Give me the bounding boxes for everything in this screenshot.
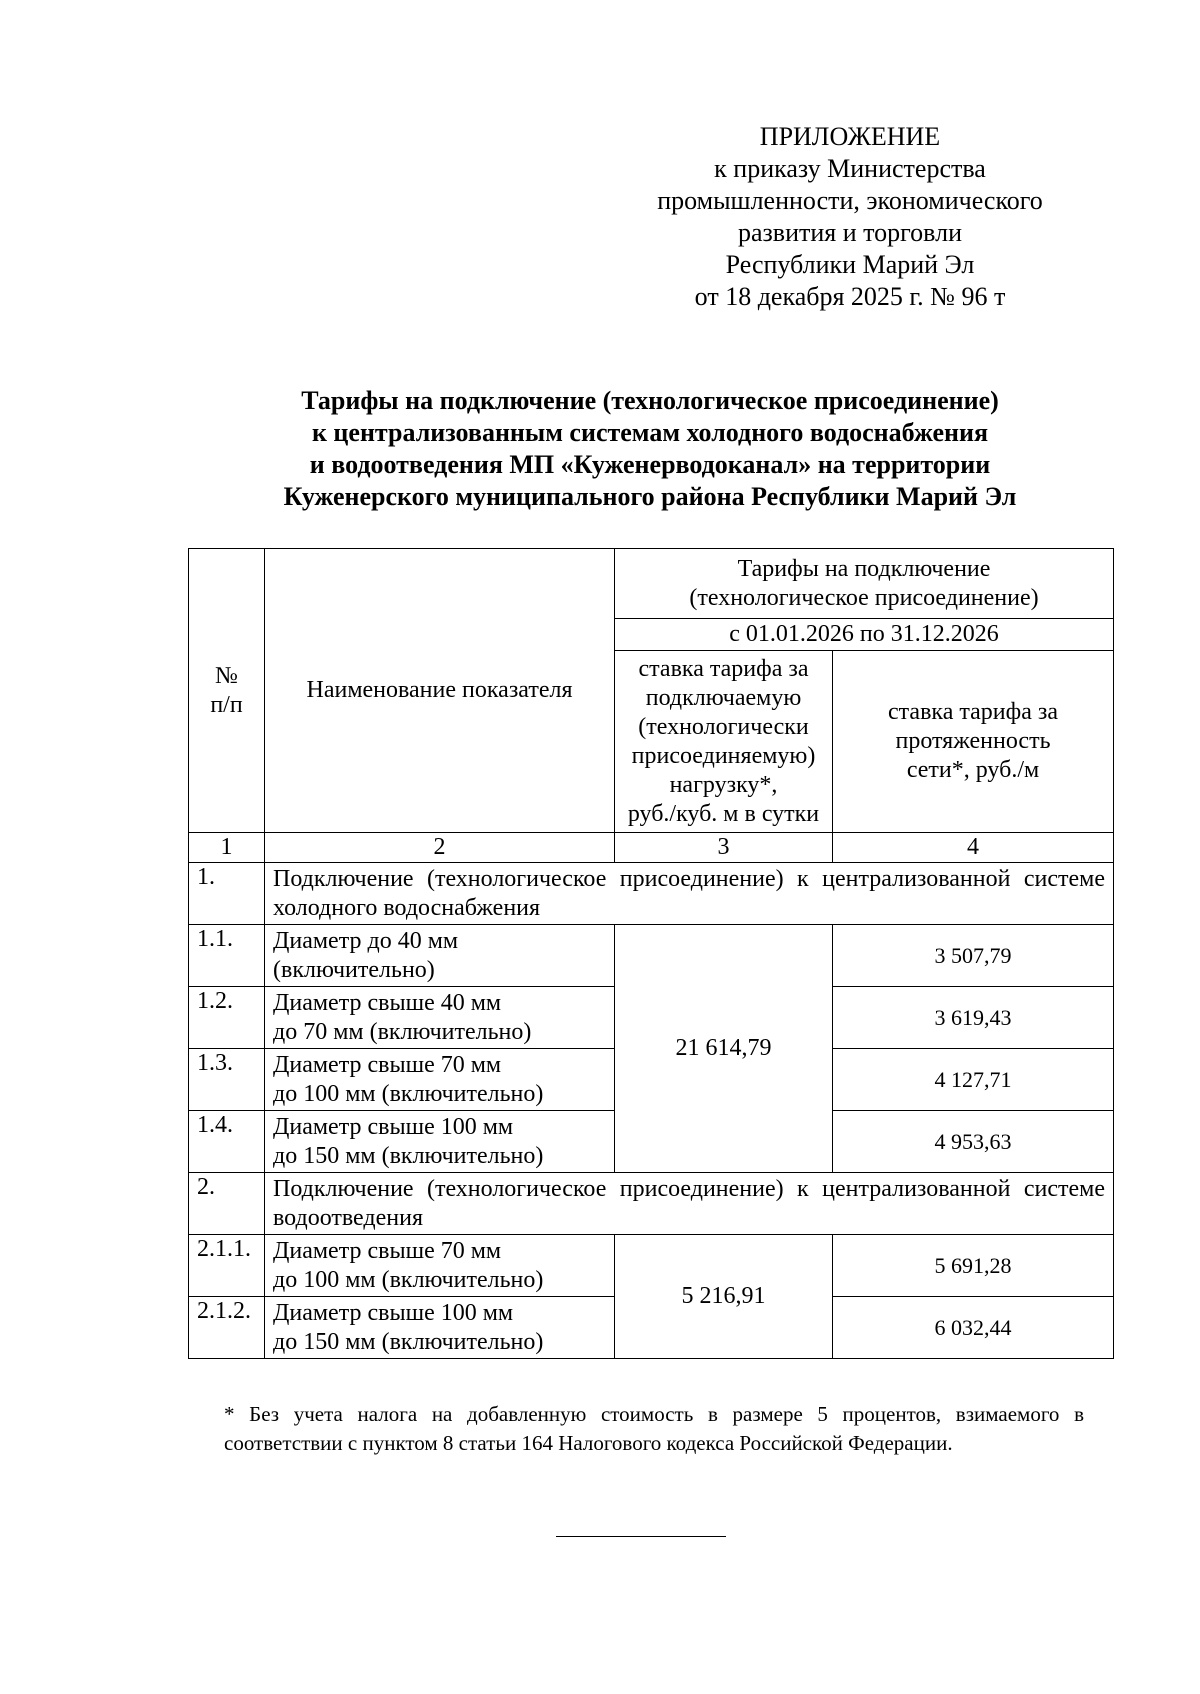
appendix-line: к приказу Министерства [714, 154, 986, 183]
length-rate-value: 3 507,79 [833, 925, 1114, 987]
title-line: и водоотведения МП «Куженерводоканал» на территории [309, 450, 991, 479]
title-line: Куженерского муниципального района Республики Марий Эл [283, 482, 1017, 511]
header-load-rate-line: руб./куб. м в сутки [627, 800, 820, 827]
header-num-cell [189, 549, 265, 833]
length-rate-value: 6 032,44 [833, 1297, 1114, 1359]
row-name-line: Диаметр до 40 мм [273, 927, 459, 954]
section-num: 1. [189, 863, 265, 925]
row-name-line: до 70 мм (включительно) [273, 1018, 532, 1045]
row-name-line: (включительно) [273, 956, 435, 983]
row-name-line: Диаметр свыше 40 мм [273, 989, 502, 1016]
end-divider [556, 1536, 726, 1537]
header-tariffs-cell [615, 549, 1114, 619]
header-num-symbol: № [215, 662, 238, 689]
column-number: 1 [189, 833, 265, 863]
row-name [265, 1111, 615, 1173]
column-number: 2 [265, 833, 615, 863]
column-number: 3 [615, 833, 833, 863]
title-line: к централизованным системам холодного водоснабжения [311, 418, 989, 447]
row-name [265, 987, 615, 1049]
header-num-abbr: п/п [210, 691, 243, 718]
section-title: Подключение (технологическое присоединение) к централизованной системе холодного водоснабжения [265, 863, 1114, 925]
header-load-rate-line: нагрузку*, [669, 771, 778, 798]
row-name-line: Диаметр свыше 100 мм [273, 1299, 514, 1326]
row-name [265, 925, 615, 987]
section-num: 2. [189, 1173, 265, 1235]
section-title: Подключение (технологическое присоединение) к централизованной системе водоотведения [265, 1173, 1114, 1235]
tariffs-table [188, 548, 1114, 1359]
appendix-line: промышленности, экономического [657, 186, 1043, 215]
header-period-cell: с 01.01.2026 по 31.12.2026 [615, 619, 1114, 651]
row-num: 1.4. [189, 1111, 265, 1173]
header-length-rate-line: протяженность [895, 728, 1051, 754]
header-tariffs-line: Тарифы на подключение [737, 555, 991, 582]
header-load-rate-cell [615, 651, 833, 833]
appendix-line: развития и торговли [737, 218, 962, 247]
row-name-line: до 100 мм (включительно) [273, 1266, 544, 1293]
load-rate-value: 5 216,91 [615, 1235, 833, 1359]
row-name-line: Диаметр свыше 70 мм [273, 1237, 502, 1264]
row-num: 1.2. [189, 987, 265, 1049]
document-title [200, 385, 1100, 513]
column-numbers-row [189, 833, 1114, 863]
appendix-header [630, 121, 1070, 313]
length-rate-value: 4 127,71 [833, 1049, 1114, 1111]
header-name-cell: Наименование показателя [265, 549, 615, 833]
header-length-rate-line: ставка тарифа за [888, 699, 1058, 725]
header-tariffs-line: (технологическое присоединение) [689, 584, 1039, 611]
header-load-rate-line: (технологически [638, 713, 809, 740]
section-row [189, 1173, 1114, 1235]
row-name-line: Диаметр свыше 70 мм [273, 1051, 502, 1078]
row-name-line: Диаметр свыше 100 мм [273, 1113, 514, 1140]
row-name-line: до 100 мм (включительно) [273, 1080, 544, 1107]
load-rate-value: 21 614,79 [615, 925, 833, 1173]
row-name [265, 1235, 615, 1297]
row-num: 1.3. [189, 1049, 265, 1111]
footnote: * Без учета налога на добавленную стоимость в размере 5 процентов, взимаемого в соответствии с пунктом 8 статьи 164 Налогового кодекса Российской Федерации. [224, 1402, 1084, 1455]
header-load-rate-line: присоединяемую) [631, 742, 816, 769]
table-row [189, 925, 1114, 987]
title-line: Тарифы на подключение (технологическое присоединение) [301, 386, 999, 415]
row-name-line: до 150 мм (включительно) [273, 1328, 544, 1355]
row-num: 1.1. [189, 925, 265, 987]
row-name [265, 1049, 615, 1111]
header-length-rate-line: сети*, руб./м [906, 757, 1040, 783]
length-rate-value: 3 619,43 [833, 987, 1114, 1049]
header-load-rate-line: ставка тарифа за [638, 655, 809, 682]
header-length-rate-cell [833, 651, 1114, 833]
header-load-rate-line: подключаемую [645, 684, 802, 711]
length-rate-value: 4 953,63 [833, 1111, 1114, 1173]
appendix-line: Республики Марий Эл [725, 250, 975, 279]
row-num: 2.1.1. [189, 1235, 265, 1297]
appendix-order-date: от 18 декабря 2025 г. № 96 т [694, 282, 1006, 311]
length-rate-value: 5 691,28 [833, 1235, 1114, 1297]
appendix-label: ПРИЛОЖЕНИЕ [759, 122, 941, 151]
table-header-row [189, 549, 1114, 619]
table-row [189, 1235, 1114, 1297]
column-number: 4 [833, 833, 1114, 863]
row-name [265, 1297, 615, 1359]
row-num: 2.1.2. [189, 1297, 265, 1359]
section-row [189, 863, 1114, 925]
row-name-line: до 150 мм (включительно) [273, 1142, 544, 1169]
